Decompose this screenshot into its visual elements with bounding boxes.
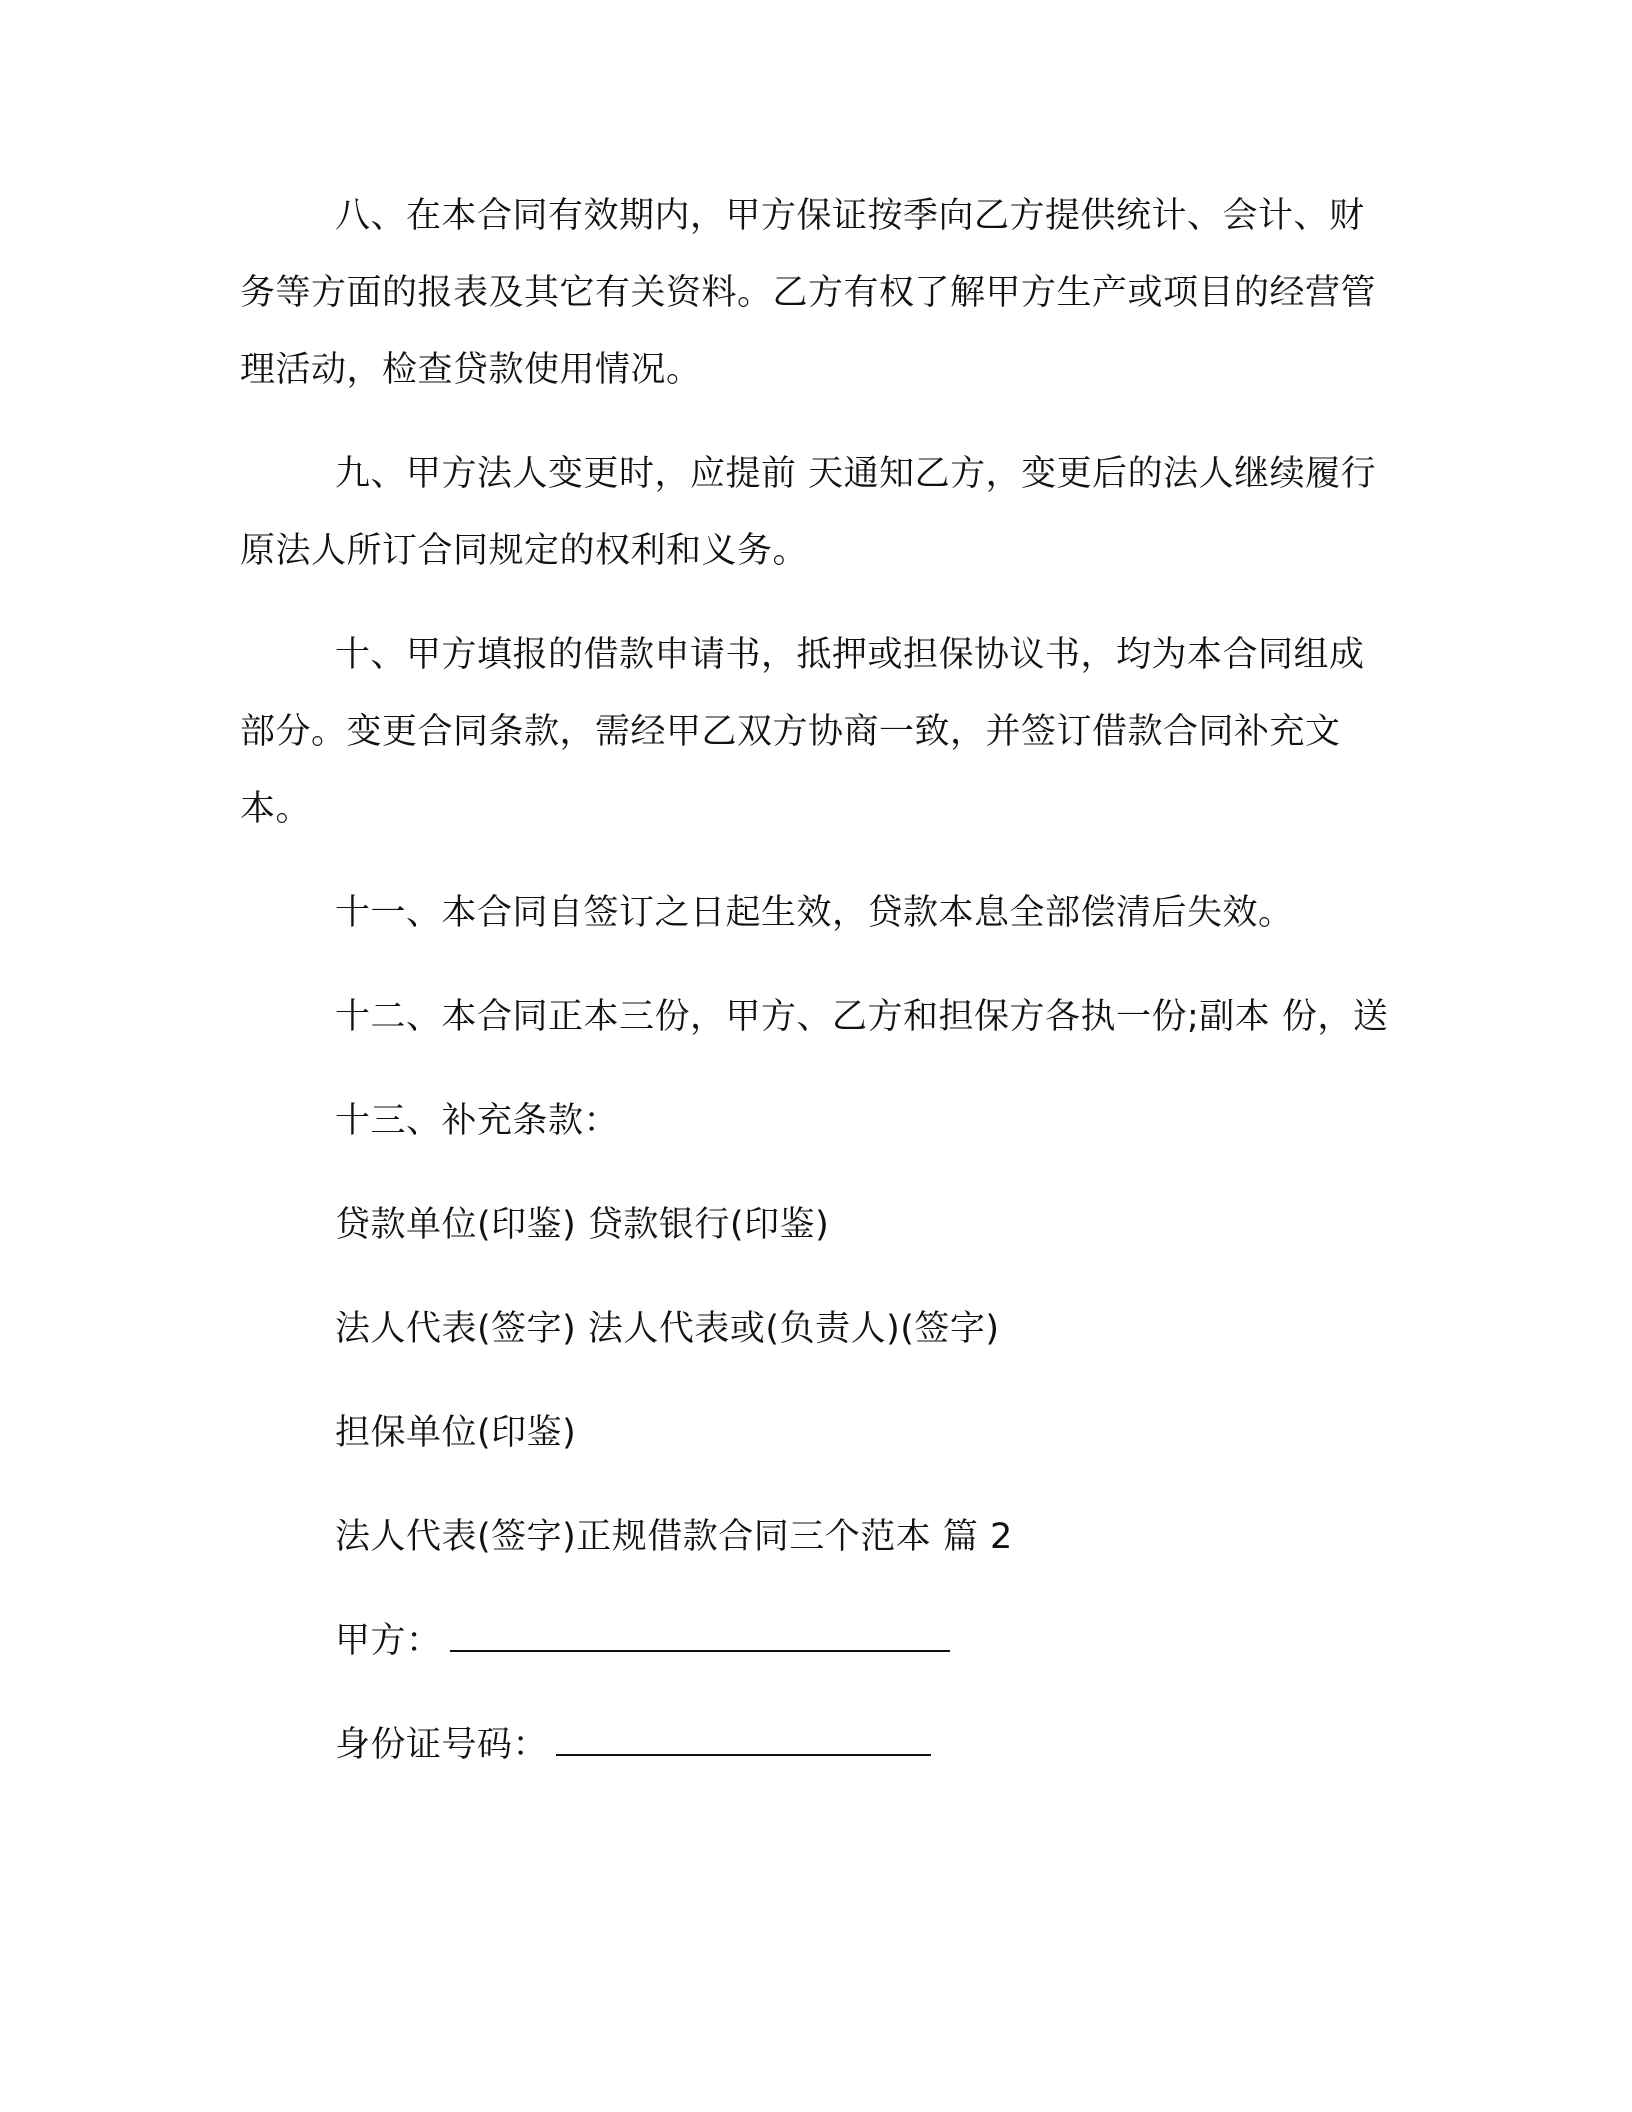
clause-9: 九、甲方法人变更时，应提前 天通知乙方，变更后的法人继续履行原法人所订合同规定的权利和义务。 <box>240 454 1377 571</box>
id-number-blank <box>556 1746 931 1756</box>
clause-8: 八、在本合同有效期内，甲方保证按季向乙方提供统计、会计、财务等方面的报表及其它有关资料。乙方有权了解甲方生产或项目的经营管理活动，检查贷款使用情况。 <box>240 196 1377 390</box>
signature-line-representatives: 法人代表(签字) 法人代表或(负责人)(签字) <box>335 1309 1000 1349</box>
id-number-label: 身份证号码： <box>335 1725 549 1765</box>
party-a-label: 甲方： <box>335 1621 442 1661</box>
signature-line-guarantor: 担保单位(印鉴) <box>335 1413 577 1453</box>
clause-12: 十二、本合同正本三份，甲方、乙方和担保方各执一份;副本 份，送 <box>335 997 1389 1037</box>
document-page <box>240 178 1390 1811</box>
id-number-field <box>240 1707 1390 1784</box>
clause-11: 十一、本合同自签订之日起生效，贷款本息全部偿清后失效。 <box>335 893 1294 933</box>
signature-line-seal: 贷款单位(印鉴) 贷款银行(印鉴) <box>335 1205 830 1245</box>
clause-10: 十、甲方填报的借款申请书，抵押或担保协议书，均为本合同组成部分。变更合同条款，需经甲乙双方协商一致，并签订借款合同补充文本。 <box>240 635 1365 829</box>
supplement-heading: 十三、补充条款： <box>335 1101 620 1141</box>
party-a-blank <box>450 1642 950 1652</box>
signature-line-representative-next-title: 法人代表(签字)正规借款合同三个范本 篇 2 <box>335 1517 1013 1557</box>
party-a-field <box>240 1603 1390 1680</box>
